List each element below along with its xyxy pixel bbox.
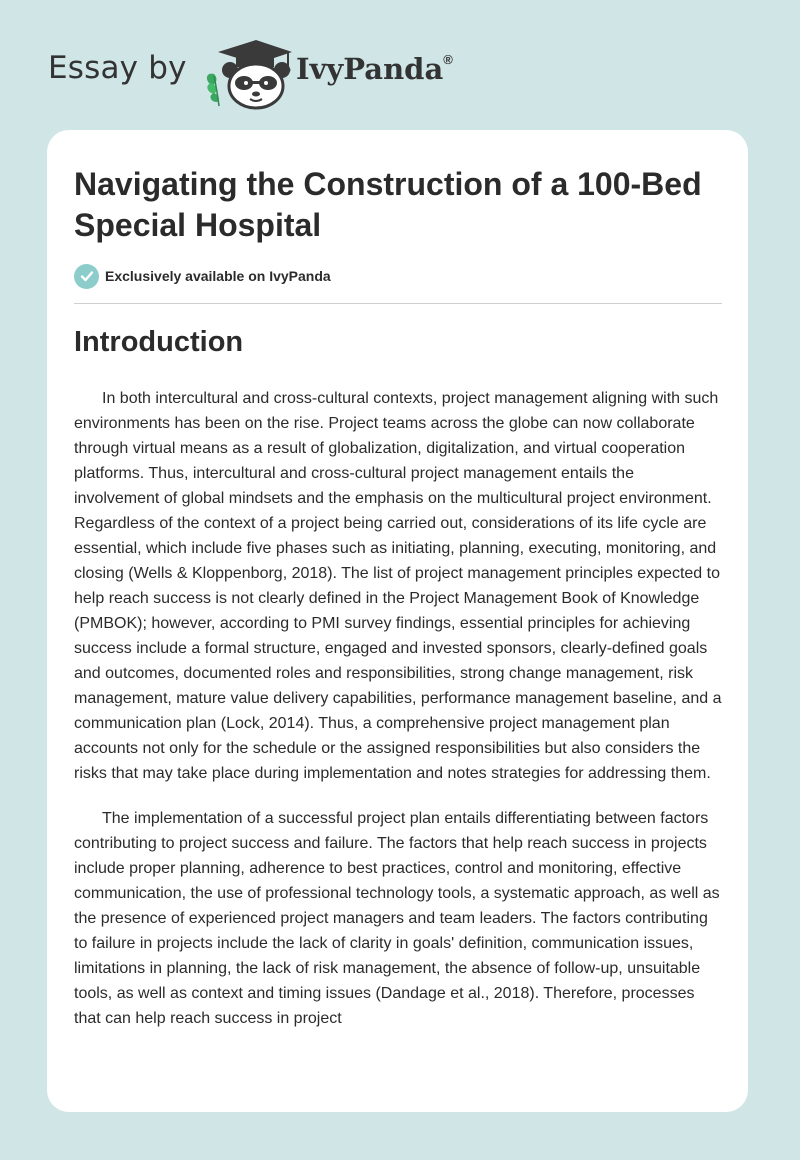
check-circle-icon: [74, 264, 99, 289]
brand-name-text: IvyPanda: [296, 52, 444, 86]
section-heading: Introduction: [74, 326, 244, 358]
paragraph: In both intercultural and cross-cultural contexts, project management aligning with such environments has been on the rise. Project teams across the globe can now collaborate through virtual means as a result of globalization, digitalization, and virtual cooperation platforms. Thus, intercultural and cross-cultural project management entails the involvement of global mindsets and the emphasis on the multicultural project environment. Regardless of the context of a project being carried out, considerations of its life cycle are essential, which include five phases such as initiating, planning, executing, monitoring, and closing (Wells & Kloppenborg, 2018). The list of project management principles expected to help reach success is not clearly defined in the Project Management Book of Knowledge (PMBOK); however, according to PMI survey findings, essential principles for achieving success include a formal structure, engaged and invested sponsors, clearly-defined goals and outcomes, documented roles and responsibilities, strong change management, risk management, mature value delivery capabilities, performance management baseline, and a communication plan (Lock, 2014). Thus, a comprehensive project management plan accounts not only for the schedule or the assigned responsibilities but also considers the risks that may take place during implementation and notes strategies for addressing them.: [74, 390, 722, 782]
brand-prefix: Essay by: [48, 50, 187, 86]
divider: [74, 303, 722, 304]
article-body: [74, 386, 722, 1051]
panda-graduate-icon: [200, 36, 296, 110]
brand-name: [296, 52, 453, 86]
badge-text: Exclusively available on IvyPanda: [105, 268, 331, 284]
exclusive-badge: [74, 263, 331, 289]
paragraph: The implementation of a successful project plan entails differentiating between factors contributing to project success and failure. The factors that help reach success in projects include proper planning, adherence to best practices, control and monitoring, effective communication, the use of professional technology tools, a systematic approach, as well as the presence of experienced project managers and team leaders. The factors contributing to failure in projects include the lack of clarity in goals' definition, communication issues, limitations in planning, the lack of risk management, the absence of follow-up, unsuitable tools, as well as context and timing issues (Dandage et al., 2018). Therefore, processes that can help reach success in project: [74, 810, 720, 1027]
article-card: [47, 130, 748, 1112]
site-header: [0, 0, 800, 130]
registered-mark: ®: [443, 52, 453, 68]
article-title: Navigating the Construction of a 100-Bed Special Hospital: [74, 166, 702, 243]
